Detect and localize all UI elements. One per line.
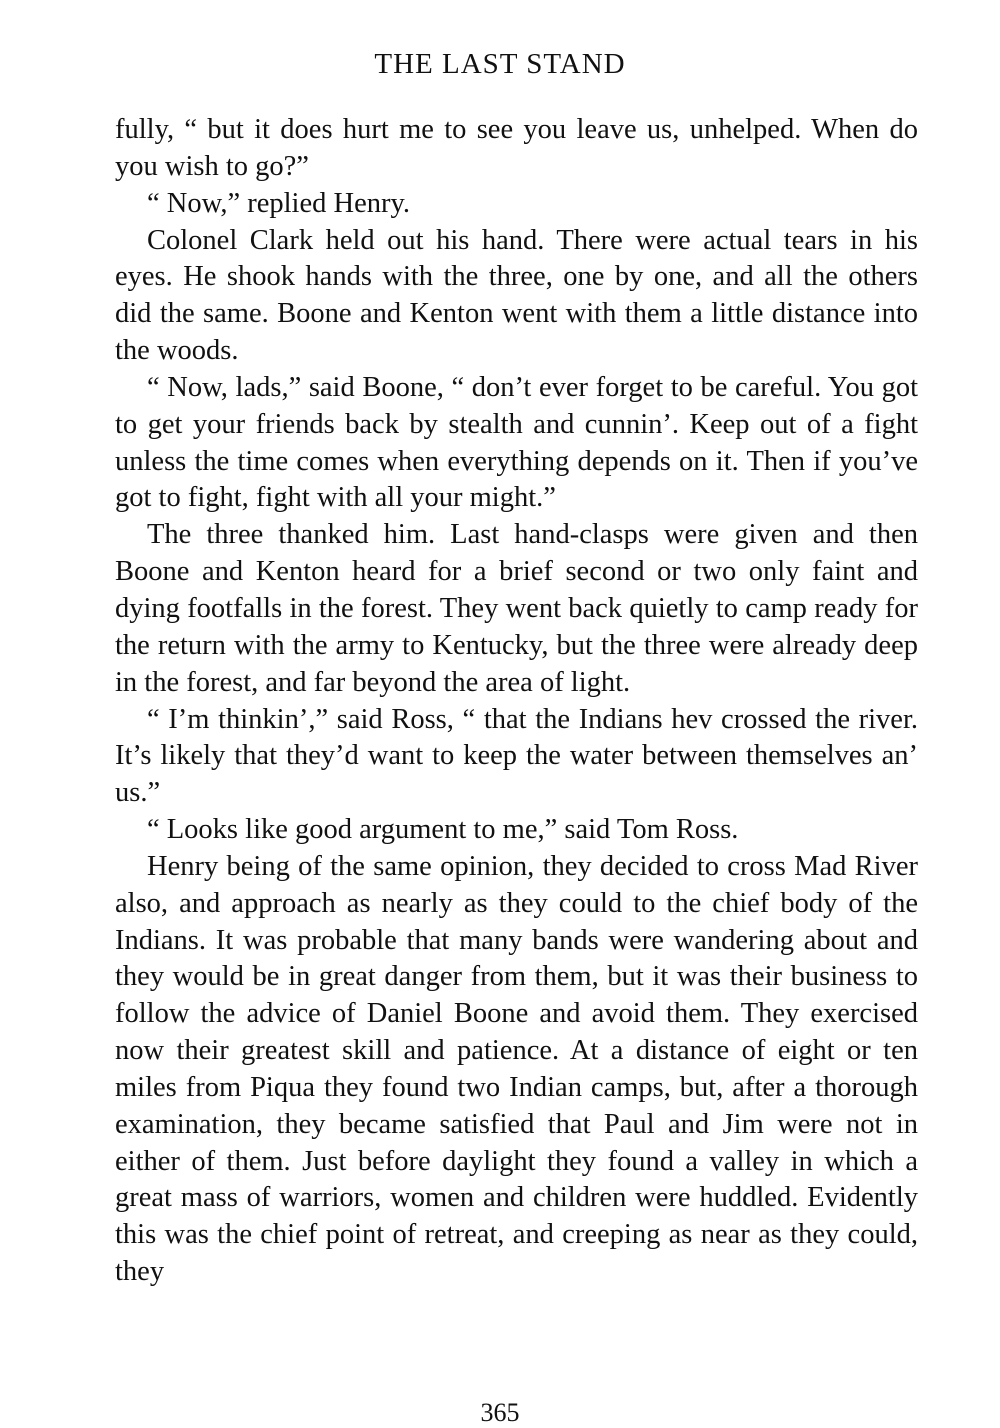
paragraph: Henry being of the same opinion, they decided to cross Mad River also, and approach as nearly as they could to the chief body of the Indians. It was probable that many bands were wandering about and they would be in great danger from them, but it was their business to follow the advice of Daniel Boone and avoid them. They exercised now their greatest skill and patience. At a distance of eight or ten miles from Piqua they found two Indian camps, but, after a thorough examination, they became satisfied that Paul and Jim were not in either of them. Just before daylight they found a valley in which a great mass of warriors, women and children were huddled. Evidently this was the chief point of retreat, and creeping as near as they could, they bbox=[115, 850, 918, 1288]
paragraph: “ Looks like good argument to me,” said Tom Ross. bbox=[147, 814, 739, 846]
body-text bbox=[115, 112, 918, 1291]
paragraph: Colonel Clark held out his hand. There were actual tears in his eyes. He shook hands with the three, one by one, and all the others did the same. Boone and Kenton went with them a little distance into the woods. bbox=[115, 224, 918, 367]
paragraph: “ I’m thinkin’,” said Ross, “ that the Indians hev crossed the river. It’s likely that they’d want to keep the water between themselves an’ us.” bbox=[115, 703, 918, 809]
page-number: 365 bbox=[480, 1398, 520, 1427]
paragraph: The three thanked him. Last hand-clasps were given and then Boone and Kenton heard for a brief second or two only faint and dying footfalls in the forest. They went back quietly to camp ready for the return with the army to Kentucky, but the three were already deep in the forest, and far beyond the area of light. bbox=[115, 519, 918, 698]
paragraph: “ Now,” replied Henry. bbox=[147, 187, 410, 219]
paragraph: fully, “ but it does hurt me to see you leave us, unhelped. When do you wish to go?” bbox=[115, 114, 918, 182]
running-head: THE LAST STAND bbox=[374, 48, 626, 80]
paragraph: “ Now, lads,” said Boone, “ don’t ever forget to be careful. You got to get your friends back by stealth and cunnin’. Keep out of a fight unless the time comes when everything depends on it. Then if you’ve got to fight, fight with all your might.” bbox=[115, 371, 918, 514]
